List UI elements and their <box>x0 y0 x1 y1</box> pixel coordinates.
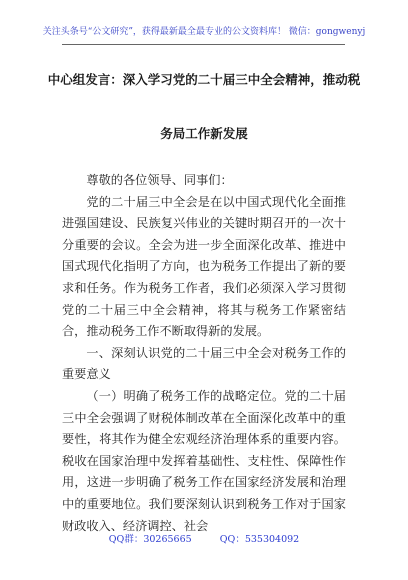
header-banner-text: 关注头条号“公文研究”，获得最新最全最专业的公文资料库！ 微信：gongwenyj <box>42 27 366 37</box>
footer-qq-group: QQ群：30265665 <box>108 534 192 545</box>
footer-contact <box>0 533 408 546</box>
footer-qq-number: QQ：535304092 <box>219 534 300 545</box>
section-heading: 一、深刻认识党的二十届三中全会对税务工作的重要意义 <box>62 345 346 382</box>
body-paragraph: （一）明确了税务工作的战略定位。党的二十届三中全会强调了财税体制改革在全面深化改革中的重要性，将其作为健全宏观经济治理体系的重要内容。税收在国家治理中发挥着基础性、支柱性、保障性作用，这进一步明确了税务工作在国家经济发展和治理中的重要地位。我们要深刻认识到税务工作对于国家财政收入、经济调控、社会 <box>62 388 346 533</box>
salutation: 尊敬的各位领导、同事们： <box>86 173 233 187</box>
document-title-line-1: 中心组发言：深入学习党的二十届三中全会精神，推动税 <box>47 72 361 87</box>
body-paragraph: 党的二十届三中全会是在以中国式现代化全面推进强国建设、民族复兴伟业的关键时期召开的一次十分重要的会议。全会为进一步全面深化改革、推进中国式现代化指明了方向，也为税务工作提出了新的要求和任务。作为税务工作者，我们必须深入学习贯彻党的二十届三中全会精神，将其与税务工作紧密结合，推动税务工作不断取得新的发展。 <box>62 194 346 339</box>
document-title-line-2: 务局工作新发展 <box>160 126 248 141</box>
header-banner <box>0 26 408 38</box>
header-divider <box>62 44 345 45</box>
document-body <box>62 170 346 537</box>
